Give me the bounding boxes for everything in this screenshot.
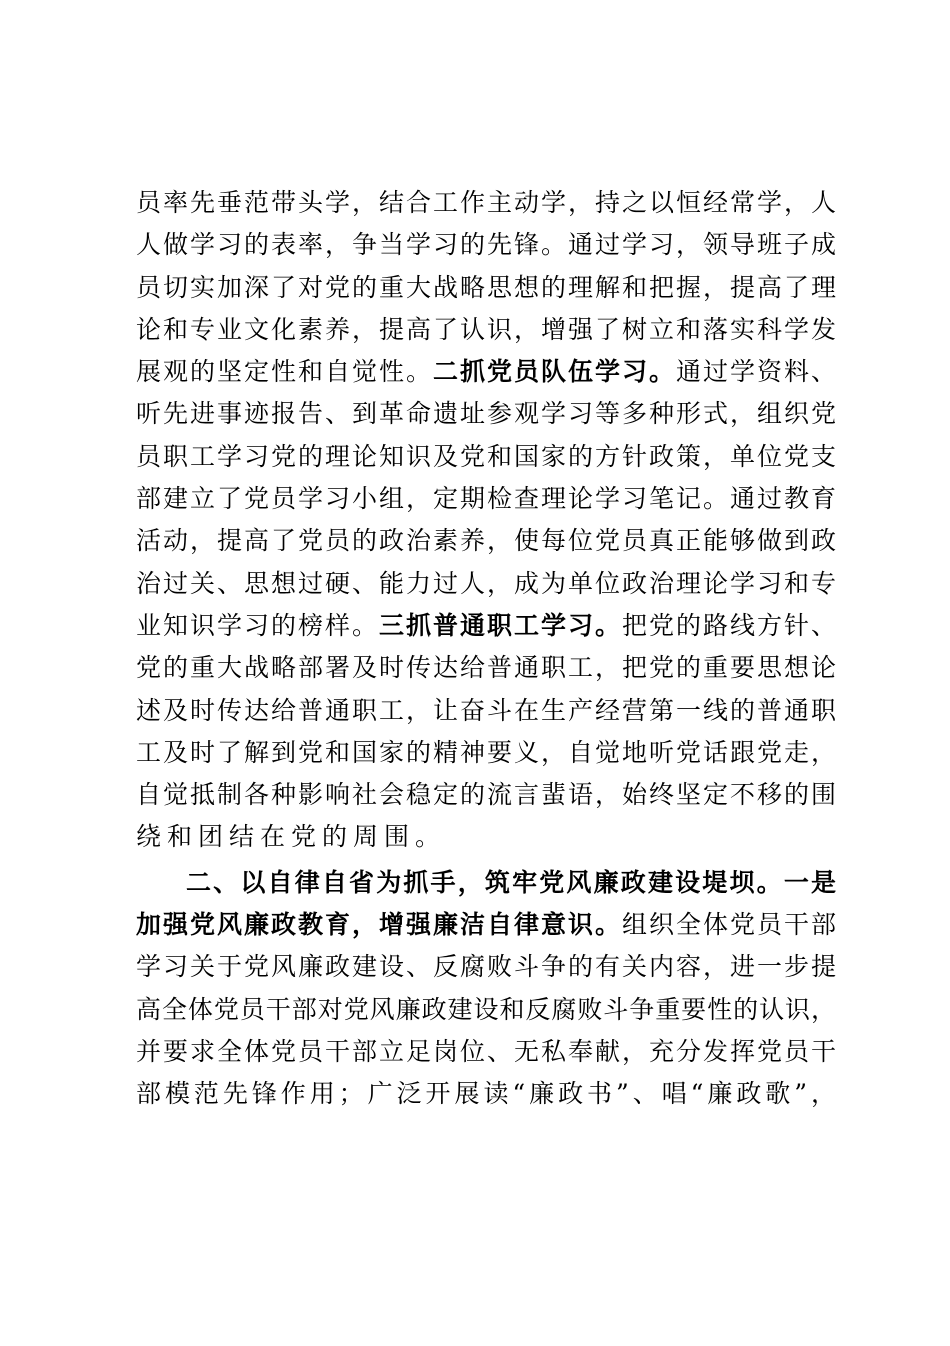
text-line bbox=[136, 351, 836, 393]
body-text-segment: 治过关、思想过硬、能力过人，成为单位政治理论学习和专 bbox=[136, 568, 836, 598]
bold-heading-text: 二、以自律自省为抓手，筑牢党风廉政建设堤坝。一是 bbox=[186, 867, 836, 897]
text-line bbox=[136, 690, 836, 732]
text-line bbox=[136, 904, 836, 946]
body-text-segment: 述及时传达给普通职工，让奋斗在生产经营第一线的普通职 bbox=[136, 695, 836, 725]
body-text-segment: 部建立了党员学习小组，定期检查理论学习笔记。通过教育 bbox=[136, 484, 836, 514]
text-line bbox=[136, 946, 836, 988]
body-text-segment: 员切实加深了对党的重大战略思想的理解和把握，提高了理 bbox=[136, 272, 836, 302]
bold-heading-text: 二抓党员队伍学习。 bbox=[432, 357, 676, 387]
body-text-segment: 听先进事迹报告、到革命遗址参观学习等多种形式，组织党 bbox=[136, 399, 836, 429]
text-line bbox=[136, 605, 836, 647]
text-line bbox=[136, 520, 836, 562]
bold-heading-text: 加强党风廉政教育，增强廉洁自律意识。 bbox=[136, 910, 622, 940]
body-text-segment: 部模范先锋作用；广泛开展读“廉政书”、唱“廉政歌”， bbox=[136, 1079, 836, 1109]
body-text-segment: 工及时了解到党和国家的精神要义，自觉地听党话跟党走， bbox=[136, 737, 836, 767]
body-text-segment: 通过学资料、 bbox=[675, 357, 836, 387]
bold-heading-text: 三抓普通职工学习。 bbox=[378, 610, 622, 640]
body-text-segment: 员率先垂范带头学，结合工作主动学，持之以恒经常学，人 bbox=[136, 188, 836, 217]
text-line bbox=[136, 563, 836, 605]
text-line bbox=[136, 647, 836, 689]
body-text-segment: 并要求全体党员干部立足岗位、无私奉献，充分发挥党员干 bbox=[136, 1036, 836, 1066]
body-text-segment: 人做学习的表率，争当学习的先锋。通过学习，领导班子成 bbox=[136, 230, 836, 260]
body-text-segment: 高全体党员干部对党风廉政建设和反腐败斗争重要性的认识， bbox=[136, 994, 836, 1024]
text-line bbox=[136, 224, 836, 266]
body-text-segment: 活动，提高了党员的政治素养，使每位党员真正能够做到政 bbox=[136, 526, 836, 556]
body-text-segment: 自觉抵制各种影响社会稳定的流言蜚语，始终坚定不移的围 bbox=[136, 780, 836, 810]
text-line bbox=[136, 393, 836, 435]
body-text-segment: 学习关于党风廉政建设、反腐败斗争的有关内容，进一步提 bbox=[136, 952, 836, 982]
body-text-segment: 展观的坚定性和自觉性。 bbox=[136, 357, 433, 387]
body-text-segment: 组织全体党员干部 bbox=[621, 910, 836, 940]
text-line bbox=[136, 436, 836, 478]
text-line bbox=[136, 267, 836, 309]
text-line bbox=[136, 862, 836, 904]
text-line bbox=[136, 989, 836, 1031]
text-line bbox=[136, 309, 836, 351]
text-line bbox=[136, 774, 836, 816]
body-text-segment: 绕和团结在党的周围。 bbox=[136, 822, 447, 852]
body-text-segment: 党的重大战略部署及时传达给普通职工，把党的重要思想论 bbox=[136, 653, 836, 683]
text-line bbox=[136, 1073, 836, 1115]
body-text-segment: 把党的路线方针、 bbox=[621, 610, 836, 640]
text-line bbox=[136, 478, 836, 520]
text-line bbox=[136, 182, 836, 224]
text-line bbox=[136, 732, 836, 774]
body-text bbox=[136, 182, 836, 1116]
text-line bbox=[136, 816, 836, 858]
body-text-segment: 员职工学习党的理论知识及党和国家的方针政策，单位党支 bbox=[136, 441, 836, 471]
text-line bbox=[136, 1031, 836, 1073]
body-text-segment: 业知识学习的榜样。 bbox=[136, 610, 379, 640]
body-text-segment: 论和专业文化素养，提高了认识，增强了树立和落实科学发 bbox=[136, 314, 836, 344]
